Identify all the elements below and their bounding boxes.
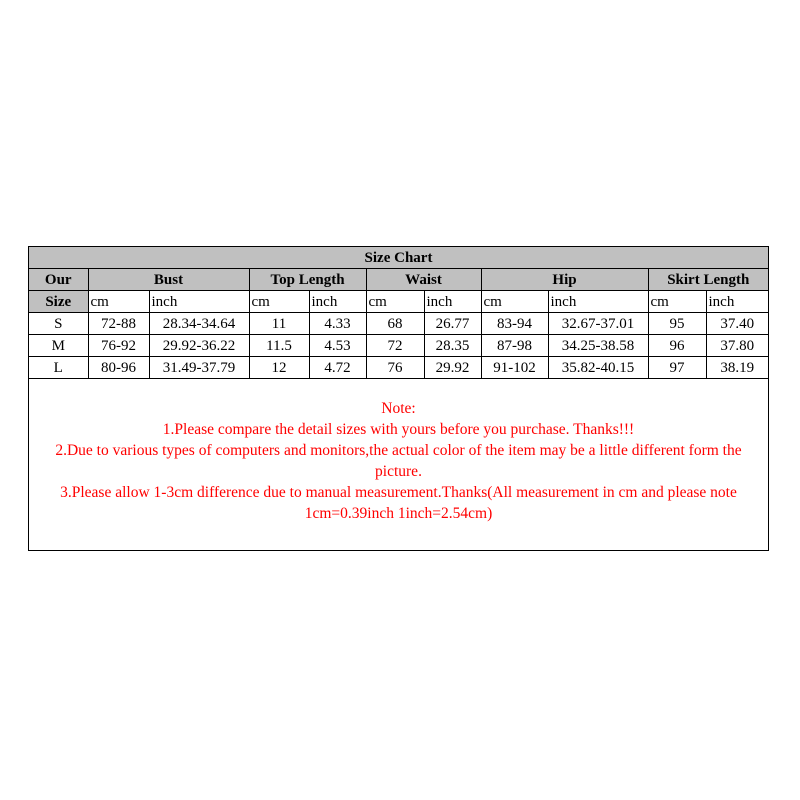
hip-cm-cell: 83-94 [481, 313, 548, 335]
hip-cm-cell: 87-98 [481, 335, 548, 357]
note-line-2: 2.Due to various types of computers and monitors,the actual color of the item may be a little different form the picture. [55, 442, 742, 480]
waist-cm-cell: 72 [366, 335, 424, 357]
table-row [29, 313, 768, 335]
bust-cm-cell: 72-88 [88, 313, 149, 335]
waist-inch-cell: 29.92 [424, 357, 481, 379]
bust-header: Bust [88, 269, 249, 291]
skirt-inch-cell: 37.40 [706, 313, 768, 335]
skirt-inch-cell: 37.80 [706, 335, 768, 357]
notes-section [29, 379, 768, 524]
waist-cm-cell: 68 [366, 313, 424, 335]
skirt-inch-unit: inch [706, 291, 768, 313]
top-cm-cell: 11 [249, 313, 309, 335]
note-line-1: 1.Please compare the detail sizes with yours before you purchase. Thanks!!! [162, 421, 635, 438]
hip-inch-unit: inch [548, 291, 648, 313]
bust-inch-cell: 29.92-36.22 [149, 335, 249, 357]
bust-cm-cell: 76-92 [88, 335, 149, 357]
bust-cm-unit: cm [88, 291, 149, 313]
note-line-3: 3.Please allow 1-3cm difference due to manual measurement.Thanks(All measurement in cm and please note 1cm=0.39inch 1inch=2.54cm) [60, 484, 737, 522]
table-row [29, 357, 768, 379]
waist-header: Waist [366, 269, 481, 291]
size-chart [28, 246, 769, 551]
skirt-cm-unit: cm [648, 291, 706, 313]
size-cell: S [29, 313, 88, 335]
waist-inch-unit: inch [424, 291, 481, 313]
skirt-cm-cell: 97 [648, 357, 706, 379]
waist-cm-unit: cm [366, 291, 424, 313]
bust-inch-cell: 28.34-34.64 [149, 313, 249, 335]
top-cm-cell: 11.5 [249, 335, 309, 357]
skirt-cm-cell: 96 [648, 335, 706, 357]
top-cm-cell: 12 [249, 357, 309, 379]
size-cell: M [29, 335, 88, 357]
top-inch-unit: inch [309, 291, 366, 313]
bust-inch-unit: inch [149, 291, 249, 313]
hip-inch-cell: 32.67-37.01 [548, 313, 648, 335]
size-header-top: Our [29, 269, 88, 291]
bust-inch-cell: 31.49-37.79 [149, 357, 249, 379]
table-row [29, 335, 768, 357]
top-inch-cell: 4.33 [309, 313, 366, 335]
top-inch-cell: 4.72 [309, 357, 366, 379]
waist-inch-cell: 28.35 [424, 335, 481, 357]
hip-cm-cell: 91-102 [481, 357, 548, 379]
hip-inch-cell: 34.25-38.58 [548, 335, 648, 357]
top-length-header: Top Length [249, 269, 366, 291]
size-table [29, 247, 768, 379]
hip-cm-unit: cm [481, 291, 548, 313]
hip-header: Hip [481, 269, 648, 291]
top-cm-unit: cm [249, 291, 309, 313]
skirt-cm-cell: 95 [648, 313, 706, 335]
waist-inch-cell: 26.77 [424, 313, 481, 335]
size-header-bottom: Size [29, 291, 88, 313]
waist-cm-cell: 76 [366, 357, 424, 379]
hip-inch-cell: 35.82-40.15 [548, 357, 648, 379]
bust-cm-cell: 80-96 [88, 357, 149, 379]
skirt-inch-cell: 38.19 [706, 357, 768, 379]
size-cell: L [29, 357, 88, 379]
chart-title: Size Chart [29, 247, 768, 269]
note-heading: Note: [381, 400, 416, 417]
skirt-length-header: Skirt Length [648, 269, 768, 291]
top-inch-cell: 4.53 [309, 335, 366, 357]
